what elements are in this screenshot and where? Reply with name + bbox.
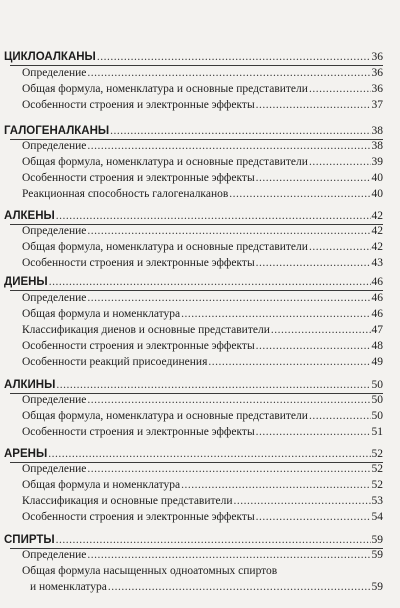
section-2-entry-3-label: Особенности строения и электронные эффекты: [22, 172, 255, 184]
section-2-entry-4-label: Реакционная способность галогеналканов: [22, 188, 229, 200]
section-7-entry-3-label: и номенклатура: [30, 581, 107, 593]
section-4-entry-3-page-number: 47: [371, 324, 383, 336]
section-6-entry-1[interactable]: [0, 462, 400, 477]
section-2-entry-1[interactable]: [0, 139, 400, 154]
section-6-entry-2-label: Общая формула и номенклатура: [22, 479, 181, 491]
section-6-entry-4-page-number: 54: [371, 511, 383, 523]
section-2-entry-1-label: Определение: [22, 140, 87, 152]
section-4-entry-5-page-number: 49: [371, 356, 383, 368]
section-2-heading[interactable]: [0, 124, 400, 139]
section-4-entry-5-label: Особенности реакций присоединения: [22, 356, 208, 368]
section-4-entry-2-label: Общая формула и номенклатура: [22, 308, 181, 320]
section-1-entry-1-label: Определение: [22, 67, 87, 79]
section-5-entry-1[interactable]: [0, 393, 400, 408]
dot-leader: [256, 256, 371, 271]
section-4-entry-3[interactable]: [0, 323, 400, 338]
dot-leader: [256, 510, 371, 525]
section-3-entry-1[interactable]: [0, 224, 400, 239]
section-5-entry-3-label: Особенности строения и электронные эффекты: [22, 426, 255, 438]
section-7-entry-2[interactable]: [0, 564, 400, 579]
section-1-entry-1-page-number: 36: [371, 67, 383, 79]
section-2-entry-3-page-number: 40: [371, 172, 383, 184]
dot-leader: [87, 66, 370, 81]
section-7-heading-page-number: 59: [371, 534, 383, 546]
section-1-entry-2[interactable]: [0, 82, 400, 97]
section-6-entry-2[interactable]: [0, 478, 400, 493]
section-1-entry-2-label: Общая формула, номенклатура и основные представители: [22, 83, 308, 95]
section-6-entry-1-label: Определение: [22, 463, 87, 475]
section-3-entry-2[interactable]: [0, 240, 400, 255]
section-4-heading-label: ДИЕНЫ: [4, 276, 48, 288]
section-6-entry-3-page-number: 53: [371, 495, 383, 507]
dot-leader: [56, 378, 370, 393]
dot-leader: [87, 548, 370, 563]
dot-leader: [256, 339, 371, 354]
section-2-heading-label: ГАЛОГЕНАЛКАНЫ: [4, 125, 110, 137]
dot-leader: [48, 447, 370, 462]
dot-leader: [309, 240, 371, 255]
section-4-entry-1-page-number: 46: [371, 292, 383, 304]
section-3-entry-3-label: Особенности строения и электронные эффекты: [22, 257, 255, 269]
dot-leader: [97, 50, 371, 65]
section-1-entry-3-page-number: 37: [371, 99, 383, 111]
section-4-entry-5[interactable]: [0, 355, 400, 370]
section-1-heading-label: ЦИКЛОАЛКАНЫ: [4, 51, 96, 63]
section-5-entry-1-label: Определение: [22, 394, 87, 406]
dot-leader: [87, 139, 370, 154]
section-5-entry-1-page-number: 50: [371, 394, 383, 406]
section-4-entry-2[interactable]: [0, 307, 400, 322]
section-5-entry-3[interactable]: [0, 425, 400, 440]
section-3-entry-1-label: Определение: [22, 225, 87, 237]
section-1-entry-1[interactable]: [0, 66, 400, 81]
dot-leader: [49, 275, 371, 290]
section-7-entry-3[interactable]: [0, 580, 400, 595]
section-5-heading-page-number: 50: [371, 379, 383, 391]
dot-leader: [309, 409, 371, 424]
dot-leader: [56, 533, 371, 548]
dot-leader: [56, 209, 371, 224]
dot-leader: [87, 462, 370, 477]
section-6-entry-1-page-number: 52: [371, 463, 383, 475]
section-2-entry-3[interactable]: [0, 171, 400, 186]
section-7-entry-2-label: Общая формула насыщенных одноатомных спиртов: [22, 565, 278, 577]
dot-leader: [309, 155, 371, 170]
dot-leader: [309, 82, 371, 97]
section-1-heading[interactable]: [0, 50, 400, 65]
section-7-entry-3-page-number: 59: [371, 581, 383, 593]
section-7-heading[interactable]: [0, 533, 400, 548]
section-6-heading-label: АРЕНЫ: [4, 448, 48, 460]
section-4-entry-4[interactable]: [0, 339, 400, 354]
section-4-entry-4-page-number: 48: [371, 340, 383, 352]
section-7-entry-1-page-number: 59: [371, 549, 383, 561]
section-4-entry-2-page-number: 46: [371, 308, 383, 320]
section-7-entry-1[interactable]: [0, 548, 400, 563]
section-6-heading-page-number: 52: [371, 448, 383, 460]
dot-leader: [256, 98, 371, 113]
section-1-heading-page-number: 36: [371, 51, 383, 63]
section-4-entry-1[interactable]: [0, 291, 400, 306]
dot-leader: [87, 393, 370, 408]
section-3-entry-3[interactable]: [0, 256, 400, 271]
dot-leader: [271, 323, 371, 338]
dot-leader: [110, 124, 370, 139]
section-2-entry-4[interactable]: [0, 187, 400, 202]
section-1-entry-3[interactable]: [0, 98, 400, 113]
section-2-entry-2-page-number: 39: [371, 156, 383, 168]
dot-leader: [234, 494, 371, 509]
section-2-entry-2-label: Общая формула, номенклатура и основные представители: [22, 156, 308, 168]
section-7-entry-1-label: Определение: [22, 549, 87, 561]
section-2-entry-1-page-number: 38: [371, 140, 383, 152]
section-3-heading-page-number: 42: [371, 210, 383, 222]
section-4-entry-3-label: Классификация диенов и основные представители: [22, 324, 270, 336]
section-5-entry-3-page-number: 51: [371, 426, 383, 438]
section-3-entry-2-page-number: 42: [371, 241, 383, 253]
section-6-entry-4-label: Особенности строения и электронные эффекты: [22, 511, 255, 523]
section-7-heading-label: СПИРТЫ: [4, 534, 55, 546]
dot-leader: [87, 291, 370, 306]
dot-leader: [229, 187, 370, 202]
section-4-heading-page-number: 46: [371, 276, 383, 288]
section-5-heading-label: АЛКИНЫ: [4, 379, 56, 391]
section-2-heading-page-number: 38: [371, 125, 383, 137]
section-6-heading[interactable]: [0, 447, 400, 462]
dot-leader: [87, 224, 370, 239]
section-1-entry-2-page-number: 36: [371, 83, 383, 95]
section-3-heading-label: АЛКЕНЫ: [4, 210, 55, 222]
section-6-entry-3-label: Классификация и основные представители: [22, 495, 233, 507]
section-5-entry-2[interactable]: [0, 409, 400, 424]
section-3-entry-3-page-number: 43: [371, 257, 383, 269]
section-5-entry-2-label: Общая формула, номенклатура и основные представители: [22, 410, 308, 422]
section-4-entry-1-label: Определение: [22, 292, 87, 304]
section-3-entry-1-page-number: 42: [371, 225, 383, 237]
section-6-entry-2-page-number: 52: [371, 479, 383, 491]
dot-leader: [256, 425, 371, 440]
section-2-entry-4-page-number: 40: [371, 188, 383, 200]
section-2-entry-2[interactable]: [0, 155, 400, 170]
section-3-heading[interactable]: [0, 209, 400, 224]
dot-leader: [256, 171, 371, 186]
section-5-heading[interactable]: [0, 378, 400, 393]
section-4-entry-4-label: Особенности строения и электронные эффекты: [22, 340, 255, 352]
section-6-entry-4[interactable]: [0, 510, 400, 525]
dot-leader: [181, 307, 370, 322]
section-5-entry-2-page-number: 50: [371, 410, 383, 422]
dot-leader: [108, 580, 371, 595]
section-4-heading[interactable]: [0, 275, 400, 290]
section-1-entry-3-label: Особенности строения и электронные эффекты: [22, 99, 255, 111]
section-6-entry-3[interactable]: [0, 494, 400, 509]
section-3-entry-2-label: Общая формула, номенклатура и основные представители: [22, 241, 308, 253]
dot-leader: [208, 355, 370, 370]
dot-leader: [181, 478, 370, 493]
